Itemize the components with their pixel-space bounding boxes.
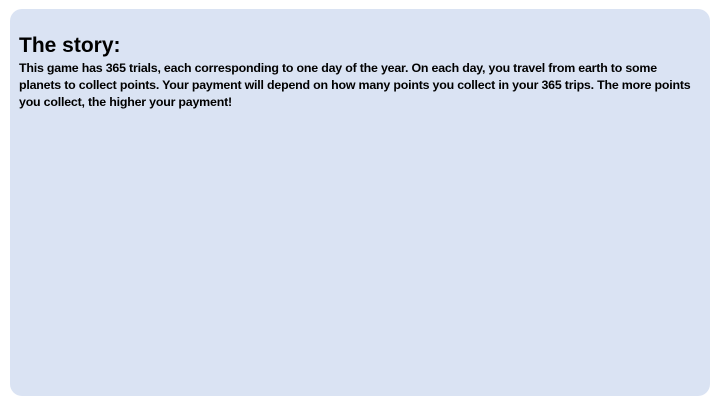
story-body-text: This game has 365 trials, each corresponding to one day of the year. On each day, you travel from earth to some planets to collect points. Your payment will depend on how many points you collect in your 365 trips. The more points you collect, the higher your payment! [19, 61, 691, 109]
story-title: The story: [19, 34, 121, 57]
story-panel [10, 9, 710, 396]
